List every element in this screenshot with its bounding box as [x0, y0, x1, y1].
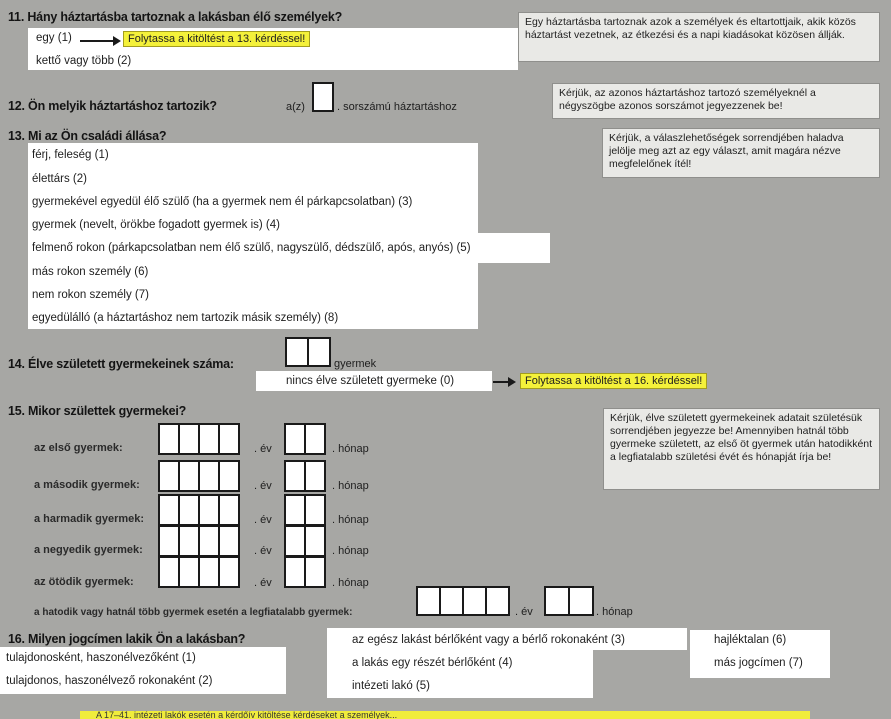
- q13-option-4[interactable]: gyermek (nevelt, örökbe fogadott gyermek is) (4): [32, 219, 280, 231]
- q16-option-2[interactable]: tulajdonos, haszonélvező rokonaként (2): [6, 675, 213, 687]
- q15-child-3-month-boxes[interactable]: [284, 494, 324, 526]
- q12-title: 12. Ön melyik háztartáshoz tartozik?: [8, 99, 217, 113]
- q16-option-1[interactable]: tulajdonosként, haszonélvezőként (1): [6, 652, 196, 664]
- q15-month-label: . hónap: [332, 443, 369, 455]
- q15-child-5-year-boxes[interactable]: [158, 556, 238, 588]
- q15-year-label: . év: [515, 606, 533, 618]
- q15-year-label: . év: [254, 480, 272, 492]
- q15-child-2-year-boxes[interactable]: [158, 460, 238, 492]
- q15-child-5-label: az ötödik gyermek:: [34, 576, 134, 588]
- q15-child-2-label: a második gyermek:: [34, 479, 140, 491]
- q13-note: Kérjük, a válaszlehetőségek sorrendjében haladva jelölje meg azt az egy választ, amit magára nézve megfelelőnek ítél!: [602, 128, 880, 178]
- q15-child-1-year-boxes[interactable]: [158, 423, 238, 455]
- q15-month-label: . hónap: [332, 514, 369, 526]
- q15-child-5-month-boxes[interactable]: [284, 556, 324, 588]
- q15-month-label: . hónap: [332, 480, 369, 492]
- q15-child-4-label: a negyedik gyermek:: [34, 544, 143, 556]
- q11-option-2[interactable]: kettő vagy több (2): [36, 55, 132, 67]
- q12-household-number-box[interactable]: [312, 82, 332, 112]
- q15-child-2-month-boxes[interactable]: [284, 460, 324, 492]
- q15-year-label: . év: [254, 545, 272, 557]
- q14-instruction: Folytassa a kitöltést a 16. kérdéssel!: [520, 373, 707, 389]
- q15-month-label: . hónap: [596, 606, 633, 618]
- q15-child-3-label: a harmadik gyermek:: [34, 513, 145, 525]
- q15-year-label: . év: [254, 514, 272, 526]
- q12-suffix: . sorszámú háztartáshoz: [337, 101, 457, 113]
- q15-month-label: . hónap: [332, 545, 369, 557]
- q16-option-6[interactable]: hajléktalan (6): [714, 634, 787, 646]
- q12-note: Kérjük, az azonos háztartáshoz tartozó személyeknél a négyszögbe azonos sorszámot jegyezzenek be!: [552, 83, 880, 119]
- q15-last-child-label: a hatodik vagy hatnál több gyermek esetén a legfiatalabb gyermek:: [34, 607, 353, 618]
- q11-arrow-icon: [80, 40, 114, 42]
- q15-last-child-year-boxes[interactable]: [416, 586, 508, 616]
- q15-child-4-year-boxes[interactable]: [158, 525, 238, 557]
- q11-note: Egy háztartásba tartoznak azok a személyek és eltartottjaik, akik közös háztartást vezetnek, az étkezési és a napi kiadásokat közösen állják.: [518, 12, 880, 62]
- q16-option-4[interactable]: a lakás egy részét bérlőként (4): [352, 657, 513, 669]
- q14-none-option[interactable]: nincs élve született gyermeke (0): [286, 375, 455, 387]
- q11-title: 11. Hány háztartásba tartoznak a lakásban élő személyek?: [8, 10, 343, 24]
- q13-option-5[interactable]: felmenő rokon (párkapcsolatban nem élő szülő, nagyszülő, dédszülő, após, anyós) (5): [32, 242, 471, 254]
- q16-title: 16. Milyen jogcímen lakik Ön a lakásban?: [8, 632, 246, 646]
- q15-child-4-month-boxes[interactable]: [284, 525, 324, 557]
- q13-option-1[interactable]: férj, feleség (1): [32, 149, 109, 161]
- q12-prefix: a(z): [286, 101, 305, 113]
- q16-option-5[interactable]: intézeti lakó (5): [352, 680, 430, 692]
- q14-arrow-icon: [493, 381, 509, 383]
- q14-unit: gyermek: [334, 358, 377, 370]
- q13-option-8[interactable]: egyedülálló (a háztartáshoz nem tartozik másik személy) (8): [32, 312, 339, 324]
- q16-option-3[interactable]: az egész lakást bérlőként vagy a bérlő rokonaként (3): [352, 634, 625, 646]
- q16-option-7[interactable]: más jogcímen (7): [714, 657, 803, 669]
- q15-child-1-label: az első gyermek:: [34, 442, 123, 454]
- q13-option-6[interactable]: más rokon személy (6): [32, 266, 149, 278]
- q14-children-count-boxes[interactable]: [285, 337, 329, 367]
- q14-title: 14. Élve született gyermekeinek száma:: [8, 357, 234, 371]
- q15-title: 15. Mikor születtek gyermekei?: [8, 404, 187, 418]
- q15-last-child-month-boxes[interactable]: [544, 586, 592, 616]
- q15-child-1-month-boxes[interactable]: [284, 423, 324, 455]
- q11-instruction: Folytassa a kitöltést a 13. kérdéssel!: [123, 31, 310, 47]
- q13-option-3[interactable]: gyermekével egyedül élő szülő (ha a gyermek nem él párkapcsolatban) (3): [32, 196, 413, 208]
- q13-option-2[interactable]: élettárs (2): [32, 173, 87, 185]
- q15-note: Kérjük, élve született gyermekeinek adatait születésük sorrendjében jegyezze be! Amennyiben hatnál több gyermeke született, az első öt gyermek után hatodikként a legfiatalabb születési évét és hónapját írja be!: [603, 408, 880, 490]
- q15-child-3-year-boxes[interactable]: [158, 494, 238, 526]
- q15-year-label: . év: [254, 443, 272, 455]
- q15-year-label: . év: [254, 577, 272, 589]
- q13-title: 13. Mi az Ön családi állása?: [8, 129, 167, 143]
- footer-strip: A 17–41. intézeti lakók esetén a kérdőív kitöltése kérdéseket a személyek...: [80, 711, 810, 719]
- q11-option-1[interactable]: egy (1): [36, 32, 72, 44]
- q15-month-label: . hónap: [332, 577, 369, 589]
- q13-option-7[interactable]: nem rokon személy (7): [32, 289, 149, 301]
